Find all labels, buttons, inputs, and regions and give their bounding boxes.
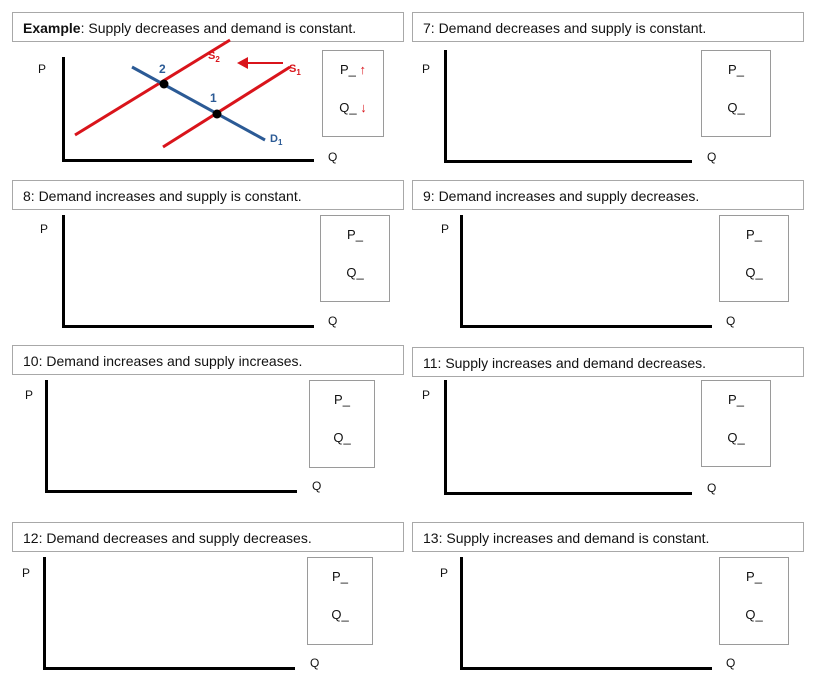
panel-12-title: 12: Demand decreases and supply decreases.: [12, 522, 404, 552]
example-curve-s1-label: $S_1$: [289, 63, 301, 78]
panel-9-axis-q-label: Q: [726, 314, 736, 328]
panel-10-answer-box[interactable]: [309, 380, 375, 468]
panel-12-axis-p-label: P: [22, 566, 31, 580]
panel-9-title: 9: Demand increases and supply decreases.: [412, 180, 804, 210]
panel-9-axis-p-label: P: [441, 222, 450, 236]
example-curve-d1-label: $D_1$: [270, 133, 283, 148]
panel-13-answer-price[interactable]: P_: [746, 569, 762, 584]
panel-8-answer-quantity[interactable]: Q_: [346, 265, 364, 280]
panel-13-answer-box[interactable]: [719, 557, 789, 645]
shift-arrow-head: [237, 57, 248, 69]
panel-7-axis-p-label: P: [422, 62, 431, 76]
panel-11-title: 11: Supply increases and demand decreases.: [412, 347, 804, 377]
panel-7-answer-box[interactable]: [701, 50, 771, 137]
panel-8-title: 8: Demand increases and supply is constant.: [12, 180, 404, 210]
panel-10-title: 10: Demand increases and supply increases.: [12, 345, 404, 375]
panel-13-axis-q-label: Q: [726, 656, 736, 670]
panel-12-y-axis: [43, 557, 46, 670]
panel-12-answer-quantity[interactable]: Q_: [331, 607, 349, 622]
up-arrow-icon: ↑: [359, 62, 367, 77]
panel-11-y-axis: [444, 380, 447, 493]
down-arrow-icon: ↓: [360, 100, 367, 115]
panel-10-answer-price[interactable]: P_: [334, 392, 350, 407]
panel-7-answer-price[interactable]: P_: [728, 62, 744, 77]
panel-12-axis-q-label: Q: [310, 656, 320, 670]
panel-13-axis-p-label: P: [440, 566, 449, 580]
panel-7-y-axis: [444, 50, 447, 163]
panel-13-y-axis: [460, 557, 463, 670]
example-axis-q-label: Q: [328, 150, 338, 164]
example-title-rest: : Supply decreases and demand is constant.: [80, 20, 357, 36]
panel-10-axis-q-label: Q: [312, 479, 322, 493]
panel-8-answer-box[interactable]: [320, 215, 390, 302]
panel-13-x-axis: [460, 667, 712, 670]
example-answer-box: [322, 50, 384, 137]
panel-13-answer-quantity[interactable]: Q_: [745, 607, 763, 622]
panel-12-answer-price[interactable]: P_: [332, 569, 348, 584]
example-axis-p-label: P: [38, 62, 47, 76]
panel-8-answer-price[interactable]: P_: [347, 227, 363, 242]
example-answer-price: P_ ↑: [339, 62, 367, 77]
panel-9-answer-price[interactable]: P_: [746, 227, 762, 242]
example-answer-quantity: Q_ ↓: [339, 100, 367, 115]
panel-9-x-axis: [460, 325, 712, 328]
panel-12-answer-box[interactable]: [307, 557, 373, 645]
panel-8-axis-p-label: P: [40, 222, 49, 236]
panel-8-y-axis: [62, 215, 65, 328]
panel-9-y-axis: [460, 215, 463, 328]
panel-10-y-axis: [45, 380, 48, 493]
panel-11-answer-quantity[interactable]: Q_: [727, 430, 745, 445]
panel-9-answer-quantity[interactable]: Q_: [745, 265, 763, 280]
panel-10-x-axis: [45, 490, 297, 493]
equilibrium-point-2: [160, 80, 169, 89]
example-title-bold: Example: [23, 20, 81, 36]
panel-8-axis-q-label: Q: [328, 314, 338, 328]
panel-11-axis-q-label: Q: [707, 481, 717, 495]
example-point-1-label: 1: [210, 91, 217, 105]
demand-curve-d1: [132, 67, 265, 140]
panel-11-axis-p-label: P: [422, 388, 431, 402]
panel-9-answer-box[interactable]: [719, 215, 789, 302]
panel-10-answer-quantity[interactable]: Q_: [333, 430, 351, 445]
equilibrium-point-1: [213, 110, 222, 119]
example-point-2-label: 2: [159, 62, 166, 76]
panel-7-title: 7: Demand decreases and supply is constant.: [412, 12, 804, 42]
panel-10-axis-p-label: P: [25, 388, 34, 402]
panel-8-x-axis: [62, 325, 314, 328]
panel-7-answer-quantity[interactable]: Q_: [727, 100, 745, 115]
example-curve-s2-label: $S_2$: [208, 50, 220, 65]
panel-12-x-axis: [43, 667, 295, 670]
panel-11-answer-price[interactable]: P_: [728, 392, 744, 407]
panel-11-x-axis: [444, 492, 692, 495]
panel-7-x-axis: [444, 160, 692, 163]
panel-7-axis-q-label: Q: [707, 150, 717, 164]
panel-11-answer-box[interactable]: [701, 380, 771, 467]
panel-13-title: 13: Supply increases and demand is constant.: [412, 522, 804, 552]
